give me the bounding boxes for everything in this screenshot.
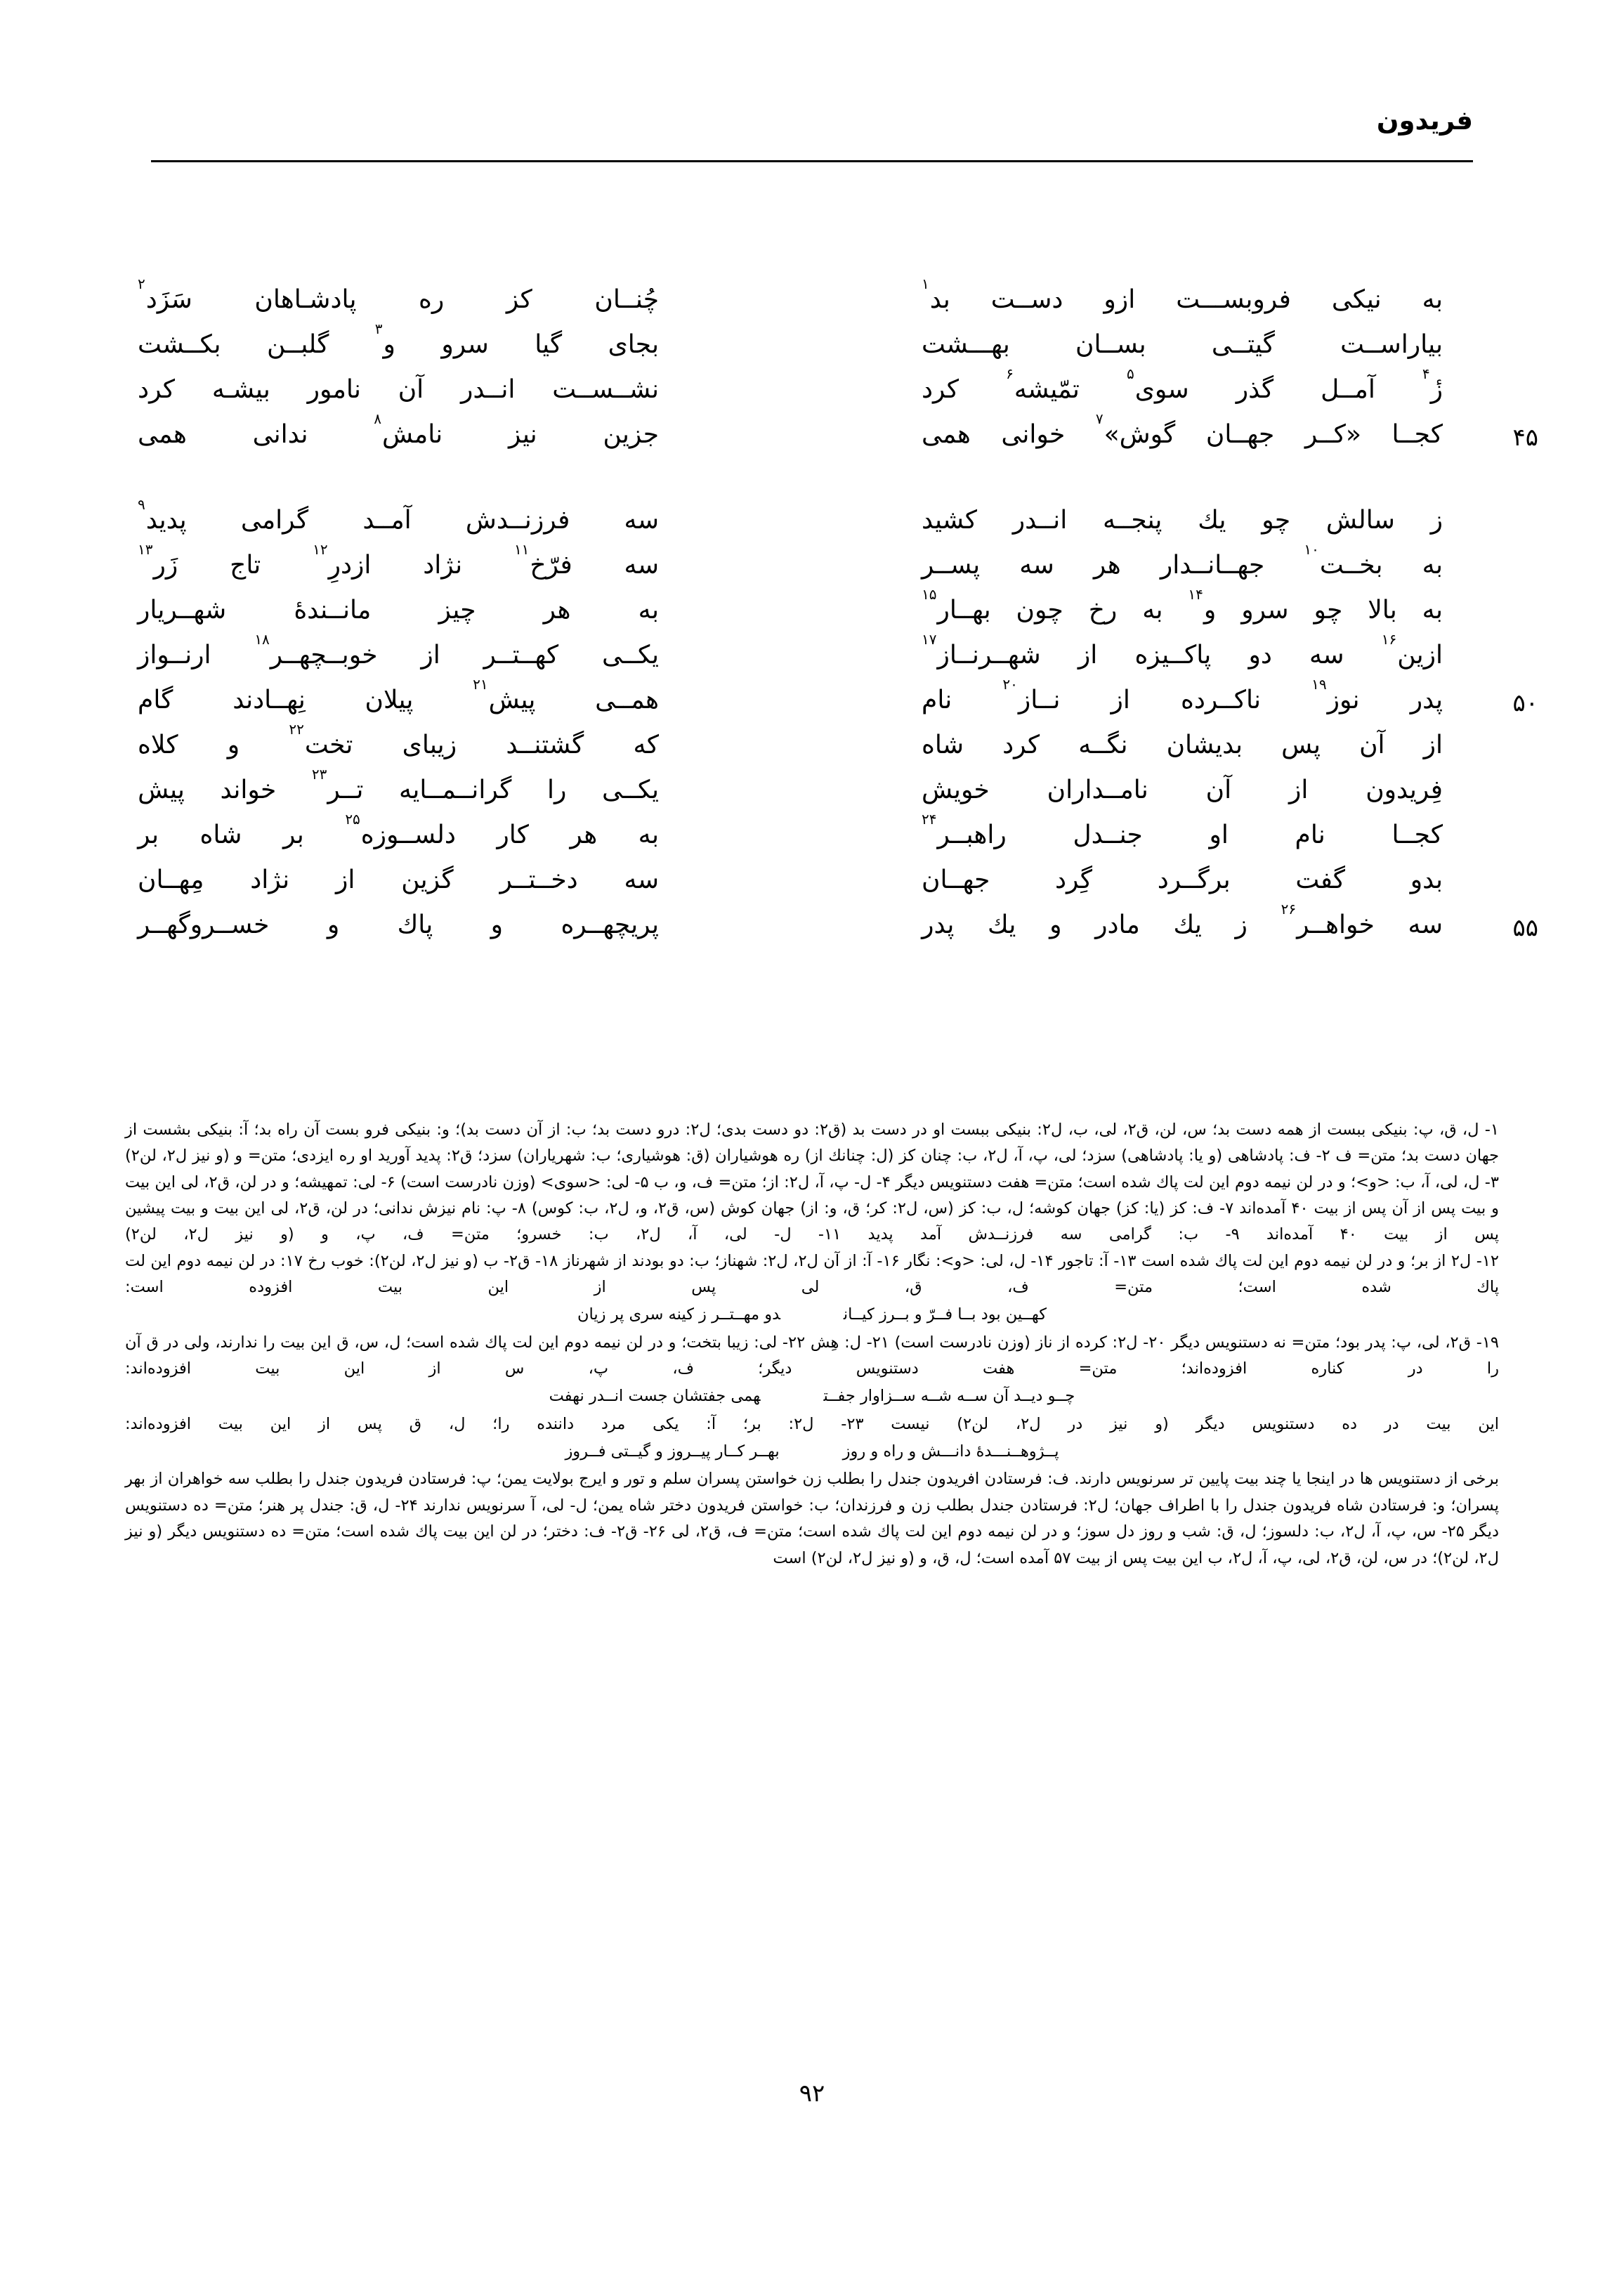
verse-word: او <box>1209 821 1229 849</box>
verse-word: زَر$^{۱۳}$ <box>138 541 178 580</box>
hemistich <box>922 901 1538 948</box>
hemistich <box>922 410 1538 457</box>
verse-word: خواند <box>220 776 277 804</box>
verse-word: مادر <box>1095 910 1140 939</box>
footnote-marker: ۱۴ <box>1188 586 1203 603</box>
footnote-marker: ۲۵ <box>345 811 360 828</box>
inset-hemistich-1: کهــین بود بــا فــرّ و بــرز کیــان <box>843 1305 1047 1324</box>
footnote-marker: ۱۹ <box>1311 676 1327 693</box>
hemistich <box>138 858 700 903</box>
verse-word: نِهــادند <box>233 686 306 714</box>
verse-word: پیلان <box>365 686 414 714</box>
folio-number: ۹۲ <box>799 2080 825 2108</box>
verse-word: ناکــرده <box>1180 686 1261 714</box>
footnote-marker: ۲۶ <box>1281 901 1297 918</box>
verse-word: نامــداران <box>1047 776 1148 804</box>
verse-word: بیاراســت <box>1340 330 1443 359</box>
footnote-marker: ۲۱ <box>473 676 488 693</box>
verse-word: ازدرِ$^{۱۲}$ <box>313 541 372 580</box>
verse-word: ز <box>1430 506 1443 535</box>
verse-word: دســت <box>990 285 1063 314</box>
footnote-marker: ۴ <box>1422 365 1430 382</box>
verse-word: خوانی <box>1001 420 1066 449</box>
verse-word: یك <box>1198 506 1226 535</box>
verse-word: آن <box>1205 776 1232 804</box>
verse-word: آمــل <box>1321 375 1375 404</box>
verse-word: از <box>1288 776 1309 804</box>
verse-word: گشتنــد <box>506 731 584 759</box>
verse-word: پاك <box>397 910 433 939</box>
verse-stanza <box>138 275 700 457</box>
apparatus-entry: ۱۹- ق۲، لی، پ: پدر بود؛ متن= نه دستنویس دیگر ۲۰- ل۲: کرده از ناز (وزن نادرست است) ۲۱- ل: هِش ۲۲- لی: زیبا بتخت؛ و در لن نیمه دوم این لت پاك شده است؛ ل، س، ق این بیت را ندارند، ولی در ق آن را در کناره افزوده‌اند؛ متن= هفت دستنویس دیگر؛ ف، پ، س از این بیت افزوده‌اند: <box>125 1333 1500 1378</box>
verse-word: خواهــر$^{۲۶}$ <box>1281 901 1375 939</box>
hemistich <box>138 367 700 412</box>
footnote-marker: ۱۷ <box>922 631 937 648</box>
footnote-marker: ۹ <box>138 496 145 513</box>
footnote-marker: ۱۸ <box>254 631 270 648</box>
footnote-marker: ۷ <box>1095 410 1104 427</box>
verse-word: از <box>1423 731 1443 759</box>
verse-word: سه <box>1309 641 1344 670</box>
apparatus-inset-couplet <box>125 1439 1499 1465</box>
footnote-marker: ۲۴ <box>922 811 937 828</box>
running-head: فریدون <box>1376 105 1473 136</box>
verse-word: کرد <box>922 375 960 404</box>
verse-word: یکــی <box>602 776 659 804</box>
verse-word: سالش <box>1325 506 1395 535</box>
verse-word: تــر$^{۲۳}$ <box>311 766 364 804</box>
apparatus-entry: این بیت در ده دستنویس دیگر (و نیز در ل۲، لن۲) نیست ۲۳- ل۲: بر؛ آ: یکی مرد داننده را؛ ل، ق پس از این بیت افزوده‌اند: <box>125 1414 1499 1433</box>
footnote-marker: ۱۶ <box>1381 631 1397 648</box>
verse-word: پدید$^۹$ <box>138 496 187 535</box>
verse-word: گوش»$^۷$ <box>1095 410 1176 449</box>
verse-word: از <box>421 641 440 670</box>
verse-word: تمّیشه$^۶$ <box>1006 365 1080 404</box>
verse-word: بســان <box>1075 330 1146 359</box>
verse-word: کلاه <box>138 731 178 759</box>
verse-word: پریچهــره <box>561 910 659 939</box>
verse-word: نام <box>1295 821 1325 849</box>
verse-word: آن <box>1359 731 1385 759</box>
verse-column-right <box>922 275 1538 948</box>
verse-word: زیبای <box>402 731 457 759</box>
apparatus-inset-couplet <box>125 1302 1499 1328</box>
verse-word: نامور <box>307 375 361 404</box>
verse-word: سه <box>1408 910 1443 939</box>
verse-word: ازین$^{۱۶}$ <box>1381 631 1443 670</box>
apparatus-entry: ۳- ل، لی، آ، ب: <و>؛ و در لن نیمه دوم این لت پاك شده است؛ متن= هفت دستنویس دیگر ۴- ل- پ، آ، ل۲: از؛ متن= ف، و، ب ۵- لی: <سوی> (وزن نادرست است) ۶- لی: تمهیشه؛ و در لن، ق۲، لی این بیت و بیت پس از آن پس از بیت ۴۰ آمده‌اند ۷- ف: کز (یا: کز) جهان کوشه؛ ل، ب: کز (س، ل۲: کر؛ ق، و: از) جهان کوش (س، ق۲، و، ل۲، ب: کوس) ۸- پ: نام نیزش ندانی؛ در لن، ق۲، لی این بیت و بیت پیشین پس از بیت ۴۰ آمده‌اند ۹- ب: گرامی سه فرزنــدش آمد پدید ۱۱- ل- لی، آ، ل۲، ب: خسرو؛ متن= ف، پ، و (و نیز ل۲، لن۲) <box>125 1173 1500 1244</box>
hemistich <box>138 543 700 588</box>
footnote-marker: ۲۲ <box>289 721 304 738</box>
verse-word: از <box>1111 686 1130 714</box>
hemistich <box>138 498 700 543</box>
verse-number: ۴۵ <box>1512 424 1538 452</box>
verse-word: خویش <box>922 776 990 804</box>
verse-word: کرد <box>1002 731 1040 759</box>
verse-word: ارنــواز <box>138 641 211 670</box>
verse-word: نیز <box>508 420 537 449</box>
verse-word: پیش$^{۲۱}$ <box>473 676 536 714</box>
verse-word: که <box>633 731 659 759</box>
verse-word: راهبــر$^{۲۴}$ <box>922 811 1007 849</box>
footnote-marker: ۸ <box>374 410 382 427</box>
footnote-marker: ۱۵ <box>922 586 937 603</box>
verse-word: پاکــیزه <box>1134 641 1212 670</box>
verse-word: و$^۳$ <box>374 320 395 359</box>
hemistich <box>922 275 1484 322</box>
footnote-marker: ۱۱ <box>513 541 530 558</box>
verse-word: ز <box>1235 910 1248 939</box>
verse-stanza <box>922 275 1538 457</box>
verse-word: شهــرنــاز$^{۱۷}$ <box>922 631 1041 670</box>
footnote-marker: ۱۰ <box>1304 541 1319 558</box>
verse-word: کرد <box>138 375 176 404</box>
verse-word: نژاد <box>423 551 463 580</box>
verse-word: چو <box>1314 596 1343 625</box>
verse-word: به <box>638 821 659 849</box>
verse-word: بیشـه <box>211 375 270 404</box>
verse-word: هر <box>1093 551 1121 580</box>
verse-word: مِهــان <box>138 866 204 894</box>
verse-word: کجــا <box>1391 821 1443 849</box>
header-rule <box>151 160 1473 162</box>
verse-word: نــاز$^{۲۰}$ <box>1002 676 1061 714</box>
verse-word: جهــانــدار <box>1160 551 1265 580</box>
verse-word: دو <box>1248 641 1272 670</box>
verse-number: ۵۵ <box>1512 914 1538 942</box>
verse-word: گلبــن <box>266 330 329 359</box>
verse-word: کار <box>497 821 529 849</box>
verse-word: شاه <box>922 731 964 759</box>
verse-word: کهــتــر <box>483 641 559 670</box>
verse-word: همی <box>138 420 187 449</box>
verse-word: سه <box>624 866 659 894</box>
footnote-marker: ۲۳ <box>311 766 327 783</box>
hemistich <box>138 723 700 768</box>
verse-word: بجای <box>608 330 659 359</box>
verse-word: آن <box>398 375 424 404</box>
verse-word: گرامی <box>240 506 309 535</box>
verse-word: کز <box>506 285 532 314</box>
verse-word: بکــشت <box>138 330 221 359</box>
critical-apparatus <box>125 1117 1499 1572</box>
footnote-marker: ۱ <box>922 275 929 292</box>
verse-word: «کــر <box>1304 420 1361 449</box>
verse-word: سَزَد$^۲$ <box>138 275 192 314</box>
verse-word: هر <box>543 596 571 625</box>
verse-word: گرانــمــایه <box>399 776 512 804</box>
verse-word: سرو <box>1241 596 1289 625</box>
hemistich <box>922 723 1484 768</box>
verse-word: پنجــه <box>1102 506 1163 535</box>
verse-word: گیا <box>535 330 563 359</box>
verse-word: خســروگهــر <box>138 910 270 939</box>
verse-word: ندانی <box>252 420 308 449</box>
verse-word: سه <box>1019 551 1054 580</box>
verse-word: و$^{۱۴}$ <box>1188 586 1217 625</box>
verse-word: و <box>1049 910 1062 939</box>
hemistich <box>922 543 1484 588</box>
hemistich <box>922 858 1484 903</box>
verse-word: به <box>638 596 659 625</box>
verse-word: نیکی <box>1331 285 1382 314</box>
verse-word: جنــدل <box>1073 821 1143 849</box>
verse-word: هر <box>570 821 598 849</box>
verse-word: نوز$^{۱۹}$ <box>1311 676 1360 714</box>
verse-word: پدر <box>1410 686 1443 714</box>
verse-word: ره <box>419 285 445 314</box>
hemistich <box>138 412 700 457</box>
hemistich <box>922 367 1484 412</box>
hemistich <box>922 633 1484 678</box>
hemistich <box>922 768 1484 813</box>
verse-number: ۵۰ <box>1512 689 1538 717</box>
verse-word: یکــی <box>602 641 659 670</box>
inset-hemistich-2: بهــر کــار پیــروز و گیــتی فــروز <box>565 1442 780 1461</box>
footnote-marker: ۲ <box>138 275 145 292</box>
apparatus-inset-couplet <box>125 1383 1499 1409</box>
verse-word: پیش <box>138 776 185 804</box>
footnote-marker: ۳ <box>374 320 383 337</box>
verse-word: رخ <box>1088 596 1118 625</box>
verse-word: فِریدون <box>1366 776 1443 804</box>
hemistich <box>922 676 1538 723</box>
inset-hemistich-1: پــژوهــنـــدهٔ دانـــش و راه و روز <box>842 1442 1059 1461</box>
verse-word: را <box>546 776 567 804</box>
inset-hemistich-1: چــو دیــد آن ســه شــه ســزاوار جفــت <box>823 1387 1075 1406</box>
verse-word: فروبســـت <box>1176 285 1291 314</box>
verse-word: شاه <box>199 821 242 849</box>
verse-word: نامش$^۸$ <box>374 410 443 449</box>
verse-word: و <box>490 910 504 939</box>
verse-word: آمــد <box>362 506 412 535</box>
hemistich <box>138 768 700 813</box>
footnote-marker: ۲۰ <box>1002 676 1018 693</box>
verse-word: دخــتــر <box>499 866 578 894</box>
footnote-marker: ۱۳ <box>138 541 153 558</box>
verse-word: نشــســت <box>552 375 659 404</box>
inset-hemistich-2: دو مهــتــر ز کینه سری پر زیان <box>577 1305 780 1324</box>
verse-word: زٔ$^۴$ <box>1422 365 1443 404</box>
verse-word: پدر <box>922 910 955 939</box>
verse-word: همی <box>922 420 971 449</box>
verse-word: بهـــشت <box>922 330 1010 359</box>
verse-word: مانــندهٔ <box>294 596 372 625</box>
verse-area <box>126 275 1538 1057</box>
verse-word: بهــار$^{۱۵}$ <box>922 586 991 625</box>
verse-word: نام <box>922 686 952 714</box>
verse-word: گفت <box>1295 866 1346 894</box>
apparatus-entry: برخی از دستنویس ها در اینجا یا چند بیت پایین تر سرنویس دارند. ف: فرستادن افریدون جندل را بطلب زن خواستن پسران سلم و تور و ایرج بولایت یمن؛ پ: فرستادن فریدون جندل را بطلب سه خواهران از بهر پسران؛ و: فرستادن شاه فریدون جندل را با اطراف جهان؛ ل۲: فرستادن جندل بطلب زن و فرزندان؛ ب: خواستن فریدون دختر شاه یمن؛ ل- لی، آ سرنویس ندارند ۲۴- ل، ق: جندل پر هنر؛ متن= ده دستنویس دیگر ۲۵- س، پ، آ، ل۲، ب: دلسوز؛ ل، ق: شب و روز دل سوز؛ و در لن نیمه دوم این لت پاك شده است؛ متن= ف، ق۲، لی ۲۶- ق۲- ف: دختر؛ در لن این بیت پاك شده است؛ متن= ده دستنویس دیگر (و نیز ل۲، لن۲)؛ در س، لن، ق۲، لی، پ، آ، ل۲، ب این بیت پس از بیت ۵۷ آمده است؛ ل، ق، و (و نیز ل۲، لن۲) است <box>125 1470 1500 1567</box>
verse-word: به <box>1422 285 1443 314</box>
verse-word: به <box>1142 596 1163 625</box>
footnote-marker: ۵ <box>1126 365 1134 382</box>
verse-word: جهــان <box>1205 420 1275 449</box>
hemistich <box>922 322 1484 367</box>
verse-word: از <box>336 866 355 894</box>
verse-word: ازو <box>1104 285 1136 314</box>
verse-word: انــدر <box>1012 506 1068 535</box>
verse-word: چیز <box>438 596 476 625</box>
verse-word: بخــت$^{۱۰}$ <box>1304 541 1383 580</box>
hemistich <box>138 322 700 367</box>
hemistich <box>138 813 700 858</box>
verse-word: بالا <box>1368 596 1397 625</box>
hemistich <box>922 813 1484 858</box>
verse-word: همــی <box>595 686 659 714</box>
verse-word: بدو <box>1410 866 1443 894</box>
hemistich <box>922 498 1484 543</box>
verse-word: چو <box>1262 506 1291 535</box>
verse-word: جهــان <box>922 866 990 894</box>
hemistich <box>138 588 700 633</box>
verse-word: نژاد <box>250 866 290 894</box>
verse-word: به <box>1422 551 1443 580</box>
verse-word: گذر <box>1236 375 1274 404</box>
verse-word: سرو <box>441 330 489 359</box>
verse-word: بر <box>282 821 304 849</box>
verse-word: و <box>327 910 340 939</box>
verse-word: برگــرد <box>1157 866 1231 894</box>
verse-word: از <box>1078 641 1098 670</box>
verse-word: کشید <box>922 506 978 535</box>
verse-word: بد$^۱$ <box>922 275 950 314</box>
verse-word: گام <box>138 686 173 714</box>
verse-word: دلســوزه$^{۲۵}$ <box>345 811 456 849</box>
footnote-marker: ۱۲ <box>313 541 328 558</box>
verse-word: بر <box>138 821 159 849</box>
verse-stanza <box>922 498 1538 948</box>
verse-word: یك <box>988 910 1016 939</box>
verse-word: تاج <box>230 551 261 580</box>
verse-word: به <box>1422 596 1443 625</box>
hemistich <box>138 678 700 723</box>
verse-word: سه <box>624 506 659 535</box>
verse-word: پادشـاهان <box>254 285 357 314</box>
page-header <box>151 105 1473 183</box>
verse-word: گِرد <box>1055 866 1093 894</box>
verse-word: فرزنــدش <box>465 506 570 535</box>
verse-word: سه <box>624 551 659 580</box>
verse-word: نگــه <box>1078 731 1128 759</box>
footnote-marker: ۶ <box>1006 365 1014 382</box>
verse-word: شهــریار <box>138 596 227 625</box>
verse-word: چُنــان <box>594 285 659 314</box>
verse-word: گزین <box>401 866 454 894</box>
apparatus-entry: ۱۲- ل۲ از بر؛ و در لن نیمه دوم این لت پاك شده است ۱۳- آ: تاجور ۱۴- ل، لی: <و>: نگار ۱۶- آ: از آن ل۲، ل۲: شهناز؛ ب: دو بودند از شهرناز ۱۸- ق۲- ب (و نیز ل۲، لن۲): خوب رخ ۱۷: در لن نیمه دوم این لت پاك شده است؛ متن= ف، ق، لی پس از این بیت افزوده است: <box>125 1251 1499 1297</box>
verse-word: کجــا <box>1391 420 1443 449</box>
hemistich <box>922 588 1484 633</box>
verse-word: جزین <box>603 420 659 449</box>
verse-word: گیتــی <box>1211 330 1275 359</box>
apparatus-entry: ۱- ل، ق، پ: بنیکی ببست از همه دست بد؛ س، لن، ق۲، لی، ب، ل۲: بنیکی ببست او در دست بد (ق۲: دو دست بدی؛ ل۲: درو دست بد؛ ب: از آن دست بد)؛ و: بنیکی فرو بست آن راه بد؛ آ: بنیکی بشست از جهان دست بد؛ متن= ف ۲- ف: پادشاهی (و یا: پادشاهی) سزد؛ لی، پ، آ، ل۲، ب: چنان کز (ل: چنانك از) ره هوشیاران (ق: هوشیاری؛ ب: شهریاران) سزد؛ ق۲: پدید آورید او ره ایزدی؛ متن= و (و نیز ل۲، لن۲) <box>125 1121 1499 1166</box>
inset-hemistich-2: همی جفتشان جست انــدر نهفت <box>549 1387 761 1406</box>
verse-word: تخت$^{۲۲}$ <box>289 721 353 759</box>
verse-stanza <box>138 498 700 948</box>
verse-column-left <box>138 275 700 948</box>
hemistich <box>138 903 700 948</box>
verse-word: و <box>227 731 240 759</box>
verse-word: بدیشان <box>1166 731 1243 759</box>
verse-word: چون <box>1016 596 1063 625</box>
hemistich <box>138 275 700 322</box>
hemistich <box>138 633 700 678</box>
verse-word: یك <box>1173 910 1202 939</box>
verse-word: سوی$^۵$ <box>1126 365 1189 404</box>
verse-word: پس <box>1281 731 1321 759</box>
verse-word: خوبــچهــر$^{۱۸}$ <box>254 631 378 670</box>
verse-word: انــدر <box>460 375 516 404</box>
verse-word: پســر <box>922 551 981 580</box>
verse-word: فرّخ$^{۱۱}$ <box>513 541 572 580</box>
